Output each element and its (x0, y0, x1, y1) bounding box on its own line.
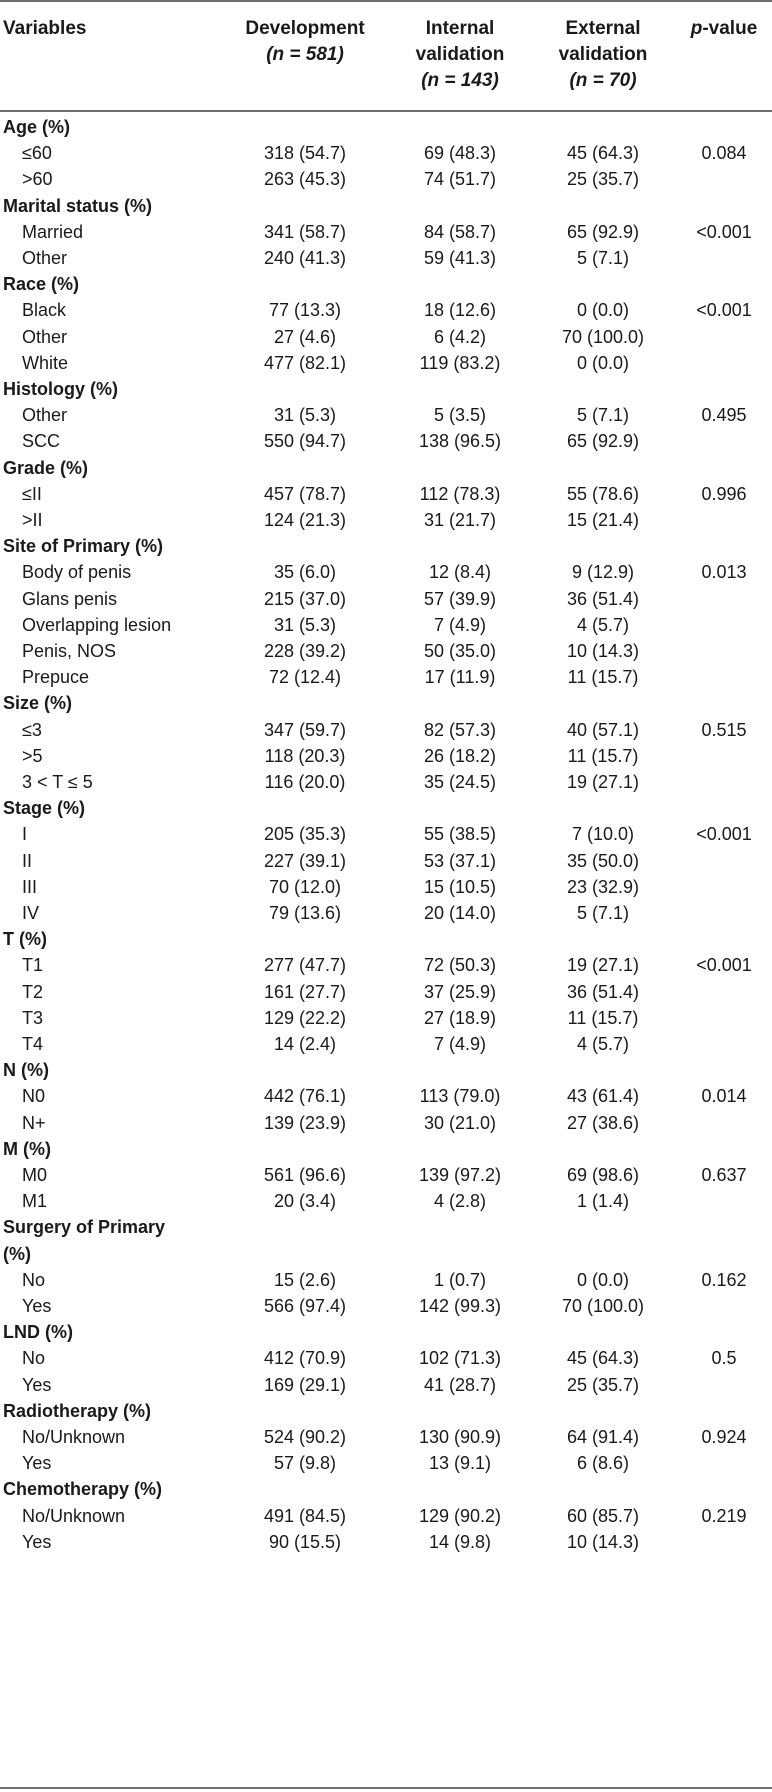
row-label: White (22, 352, 69, 373)
row-label: Overlapping lesion (22, 614, 172, 635)
internal-validation-value: 142 (99.3) (418, 1296, 502, 1316)
internal-validation-value: 69 (48.3) (423, 143, 497, 164)
row-label: N0 (22, 1086, 46, 1107)
development-value: 566 (97.4) (263, 1296, 347, 1316)
row-label: T (%) (3, 929, 47, 950)
row-label: Prepuce (22, 667, 90, 688)
external-validation-value: 11 (15.7) (567, 667, 639, 688)
bottom-rule (0, 1787, 772, 1789)
table-row (0, 1527, 772, 1557)
internal-validation-value: 102 (71.3) (418, 1348, 502, 1369)
row-label: >5 (22, 745, 43, 766)
row-label: Marital status (%) (3, 195, 153, 216)
development-value: 70 (12.0) (268, 876, 342, 897)
row-label: Grade (%) (3, 457, 89, 478)
development-value: 31 (5.3) (273, 405, 337, 426)
row-label: Race (%) (3, 274, 80, 295)
row-label: No/Unknown (22, 1427, 126, 1447)
development-value: 227 (39.1) (263, 850, 347, 871)
header-external-validation (542, 16, 664, 94)
row-label: Yes (22, 1374, 52, 1395)
external-validation-value: 27 (38.6) (566, 1112, 640, 1133)
external-validation-value: 4 (5.7) (576, 614, 630, 635)
p-value: 0.5 (711, 1348, 737, 1369)
header-p-rest: -value (702, 18, 758, 39)
p-value: 0.084 (701, 143, 747, 164)
internal-validation-value: 30 (21.0) (423, 1112, 497, 1133)
development-value: 77 (13.3) (268, 300, 342, 321)
external-validation-value: 64 (91.4) (566, 1427, 640, 1447)
row-label: T1 (22, 955, 44, 976)
development-value: 263 (45.3) (263, 169, 347, 190)
internal-validation-value: 57 (39.9) (423, 588, 497, 609)
development-value: 20 (3.4) (273, 1191, 337, 1212)
external-validation-value: 40 (57.1) (566, 719, 640, 740)
internal-validation-value: 59 (41.3) (423, 248, 497, 268)
row-label: N+ (22, 1112, 46, 1133)
header-p-value (676, 16, 772, 42)
external-validation-value: 19 (27.1) (566, 772, 640, 792)
row-label: Other (22, 248, 68, 268)
row-label: >60 (22, 169, 53, 190)
row-label: Radiotherapy (%) (3, 1400, 152, 1421)
row-label: (%) (3, 1243, 31, 1264)
row-label: IV (22, 903, 40, 923)
external-validation-value: 11 (15.7) (567, 745, 639, 766)
development-value: 129 (22.2) (263, 1007, 347, 1028)
internal-validation-value: 14 (9.8) (428, 1531, 492, 1552)
header-internal-line2: validation (415, 44, 505, 65)
internal-validation-value: 4 (2.8) (433, 1191, 487, 1212)
development-value: 442 (76.1) (263, 1086, 347, 1107)
external-validation-value: 15 (21.4) (566, 510, 640, 530)
external-validation-value: 25 (35.7) (566, 169, 640, 190)
development-value: 205 (35.3) (263, 824, 347, 845)
internal-validation-value: 74 (51.7) (423, 169, 497, 190)
row-label: SCC (22, 431, 61, 452)
p-value: <0.001 (696, 300, 752, 321)
development-value: 15 (2.6) (273, 1269, 337, 1290)
external-validation-value: 1 (1.4) (576, 1191, 630, 1212)
internal-validation-value: 15 (10.5) (423, 876, 497, 897)
header-variables-label: Variables (3, 18, 87, 39)
row-label: III (22, 876, 38, 897)
row-label: No/Unknown (22, 1505, 126, 1526)
development-value: 240 (41.3) (263, 248, 347, 268)
development-value: 347 (59.7) (263, 719, 347, 740)
header-development-title: Development (245, 18, 365, 39)
internal-validation-value: 113 (79.0) (419, 1086, 501, 1107)
development-value: 524 (90.2) (263, 1427, 347, 1447)
development-value: 79 (13.6) (268, 903, 342, 923)
internal-validation-value: 50 (35.0) (423, 641, 497, 661)
development-value: 161 (27.7) (263, 981, 347, 1002)
external-validation-value: 0 (0.0) (576, 352, 630, 373)
development-value: 477 (82.1) (263, 352, 347, 373)
development-value: 318 (54.7) (263, 143, 347, 164)
row-label: LND (%) (3, 1322, 73, 1343)
p-value: <0.001 (696, 221, 752, 242)
row-label: Other (22, 405, 68, 426)
row-label: Penis, NOS (22, 641, 117, 661)
row-label: No (22, 1348, 46, 1369)
external-validation-value: 36 (51.4) (566, 588, 640, 609)
row-label: Age (%) (3, 117, 70, 137)
row-label: Chemotherapy (%) (3, 1479, 163, 1500)
development-value: 27 (4.6) (273, 326, 337, 347)
external-validation-value: 5 (7.1) (576, 903, 630, 923)
external-validation-value: 60 (85.7) (566, 1505, 640, 1526)
internal-validation-value: 18 (12.6) (423, 300, 497, 321)
internal-validation-value: 17 (11.9) (424, 667, 496, 688)
header-internal-validation (390, 16, 530, 94)
p-value: 0.162 (701, 1269, 747, 1290)
internal-validation-value: 31 (21.7) (423, 510, 497, 530)
internal-validation-value: 1 (0.7) (433, 1269, 487, 1290)
external-validation-value: 5 (7.1) (576, 248, 630, 268)
p-value: <0.001 (696, 824, 752, 845)
row-label: ≤60 (22, 143, 52, 164)
external-validation-value: 0 (0.0) (576, 300, 630, 321)
row-label: M0 (22, 1165, 48, 1185)
external-validation-value: 25 (35.7) (566, 1374, 640, 1395)
row-label: Size (%) (3, 693, 73, 714)
internal-validation-value: 26 (18.2) (423, 745, 497, 766)
header-development-n: (n = 581) (266, 44, 344, 65)
internal-validation-value: 12 (8.4) (428, 562, 492, 583)
development-value: 561 (96.6) (263, 1165, 347, 1185)
development-value: 72 (12.4) (268, 667, 342, 688)
development-value: 228 (39.2) (263, 641, 347, 661)
external-validation-value: 65 (92.9) (566, 431, 640, 452)
internal-validation-value: 112 (78.3) (419, 483, 501, 504)
header-variables (3, 16, 86, 42)
header-external-line2: validation (558, 44, 648, 65)
development-value: 57 (9.8) (273, 1453, 337, 1474)
row-label: T4 (22, 1034, 44, 1054)
external-validation-value: 5 (7.1) (576, 405, 630, 426)
internal-validation-value: 41 (28.7) (423, 1374, 497, 1395)
external-validation-value: 70 (100.0) (561, 326, 645, 347)
internal-validation-value: 138 (96.5) (418, 431, 502, 452)
external-validation-value: 10 (14.3) (566, 1531, 640, 1552)
external-validation-value: 45 (64.3) (566, 143, 640, 164)
internal-validation-value: 7 (4.9) (433, 614, 487, 635)
row-label: Yes (22, 1296, 52, 1316)
internal-validation-value: 72 (50.3) (423, 955, 497, 976)
row-label: Married (22, 221, 84, 242)
internal-validation-value: 35 (24.5) (423, 772, 497, 792)
development-value: 169 (29.1) (263, 1374, 347, 1395)
external-validation-value: 4 (5.7) (576, 1034, 630, 1054)
header-internal-n: (n = 143) (421, 70, 499, 91)
external-validation-value: 35 (50.0) (566, 850, 640, 871)
row-label: ≤3 (22, 719, 42, 740)
internal-validation-value: 6 (4.2) (433, 326, 487, 347)
external-validation-value: 10 (14.3) (566, 641, 640, 661)
p-value: 0.924 (701, 1427, 747, 1447)
row-label: No (22, 1269, 46, 1290)
row-label: II (22, 850, 33, 871)
development-value: 90 (15.5) (268, 1531, 342, 1552)
header-external-n: (n = 70) (569, 70, 637, 91)
row-label: N (%) (3, 1060, 49, 1081)
development-value: 215 (37.0) (263, 588, 347, 609)
internal-validation-value: 82 (57.3) (423, 719, 497, 740)
internal-validation-value: 55 (38.5) (423, 824, 497, 845)
row-label: M1 (22, 1191, 48, 1212)
development-value: 14 (2.4) (273, 1034, 337, 1054)
p-value: 0.014 (701, 1086, 747, 1107)
development-value: 31 (5.3) (273, 614, 337, 635)
development-value: 35 (6.0) (273, 562, 337, 583)
external-validation-value: 6 (8.6) (576, 1453, 630, 1474)
row-label: M (%) (3, 1138, 51, 1159)
p-value: 0.219 (701, 1505, 747, 1526)
p-value: 0.495 (701, 405, 747, 426)
external-validation-value: 19 (27.1) (566, 955, 640, 976)
external-validation-value: 55 (78.6) (566, 483, 640, 504)
internal-validation-value: 130 (90.9) (418, 1427, 502, 1447)
development-value: 124 (21.3) (263, 510, 347, 530)
development-value: 139 (23.9) (263, 1112, 347, 1133)
row-label: 3 < T ≤ 5 (22, 772, 93, 792)
external-validation-value: 36 (51.4) (566, 981, 640, 1002)
p-value: <0.001 (696, 955, 752, 976)
external-validation-value: 23 (32.9) (566, 876, 640, 897)
development-value: 491 (84.5) (263, 1505, 347, 1526)
row-label: Glans penis (22, 588, 118, 609)
external-validation-value: 45 (64.3) (566, 1348, 640, 1369)
internal-validation-value: 129 (90.2) (418, 1505, 502, 1526)
row-label: Black (22, 300, 67, 321)
row-label: Stage (%) (3, 798, 86, 819)
p-value: 0.996 (701, 483, 747, 504)
external-validation-value: 65 (92.9) (566, 221, 640, 242)
internal-validation-value: 7 (4.9) (433, 1034, 487, 1054)
header-development (230, 16, 380, 68)
row-label: ≤II (22, 483, 42, 504)
row-label: T2 (22, 981, 44, 1002)
development-value: 457 (78.7) (263, 483, 347, 504)
p-value: 0.637 (701, 1165, 747, 1185)
internal-validation-value: 139 (97.2) (418, 1165, 502, 1185)
row-label: >II (22, 510, 43, 530)
row-label: Site of Primary (%) (3, 536, 164, 557)
row-label: Surgery of Primary (3, 1217, 166, 1238)
internal-validation-value: 5 (3.5) (433, 405, 487, 426)
internal-validation-value: 13 (9.1) (428, 1453, 492, 1474)
development-value: 341 (58.7) (263, 221, 347, 242)
header-p-italic: p (690, 18, 703, 39)
external-validation-value: 0 (0.0) (576, 1269, 630, 1290)
internal-validation-value: 20 (14.0) (423, 903, 497, 923)
development-value: 277 (47.7) (263, 955, 347, 976)
development-value: 412 (70.9) (263, 1348, 347, 1369)
p-value: 0.515 (701, 719, 747, 740)
external-validation-value: 69 (98.6) (566, 1165, 640, 1185)
row-label: Yes (22, 1531, 52, 1552)
external-validation-value: 70 (100.0) (561, 1296, 645, 1316)
header-internal-line1: Internal (425, 18, 495, 39)
row-label: T3 (22, 1007, 44, 1028)
internal-validation-value: 53 (37.1) (423, 850, 497, 871)
internal-validation-value: 119 (83.2) (419, 352, 501, 373)
internal-validation-value: 84 (58.7) (423, 221, 497, 242)
row-label: Yes (22, 1453, 52, 1474)
internal-validation-value: 27 (18.9) (423, 1007, 497, 1028)
top-rule (0, 0, 772, 2)
external-validation-value: 43 (61.4) (566, 1086, 640, 1107)
row-label: I (22, 824, 28, 845)
external-validation-value: 9 (12.9) (571, 562, 635, 583)
row-label: Body of penis (22, 562, 132, 583)
row-label: Histology (%) (3, 379, 118, 399)
development-value: 118 (20.3) (264, 745, 346, 766)
header-external-line1: External (565, 18, 641, 39)
row-label: Other (22, 326, 68, 347)
internal-validation-value: 37 (25.9) (423, 981, 497, 1002)
development-value: 116 (20.0) (264, 772, 346, 792)
external-validation-value: 7 (10.0) (571, 824, 635, 845)
external-validation-value: 11 (15.7) (567, 1007, 639, 1028)
p-value: 0.013 (701, 562, 747, 583)
development-value: 550 (94.7) (263, 431, 347, 452)
